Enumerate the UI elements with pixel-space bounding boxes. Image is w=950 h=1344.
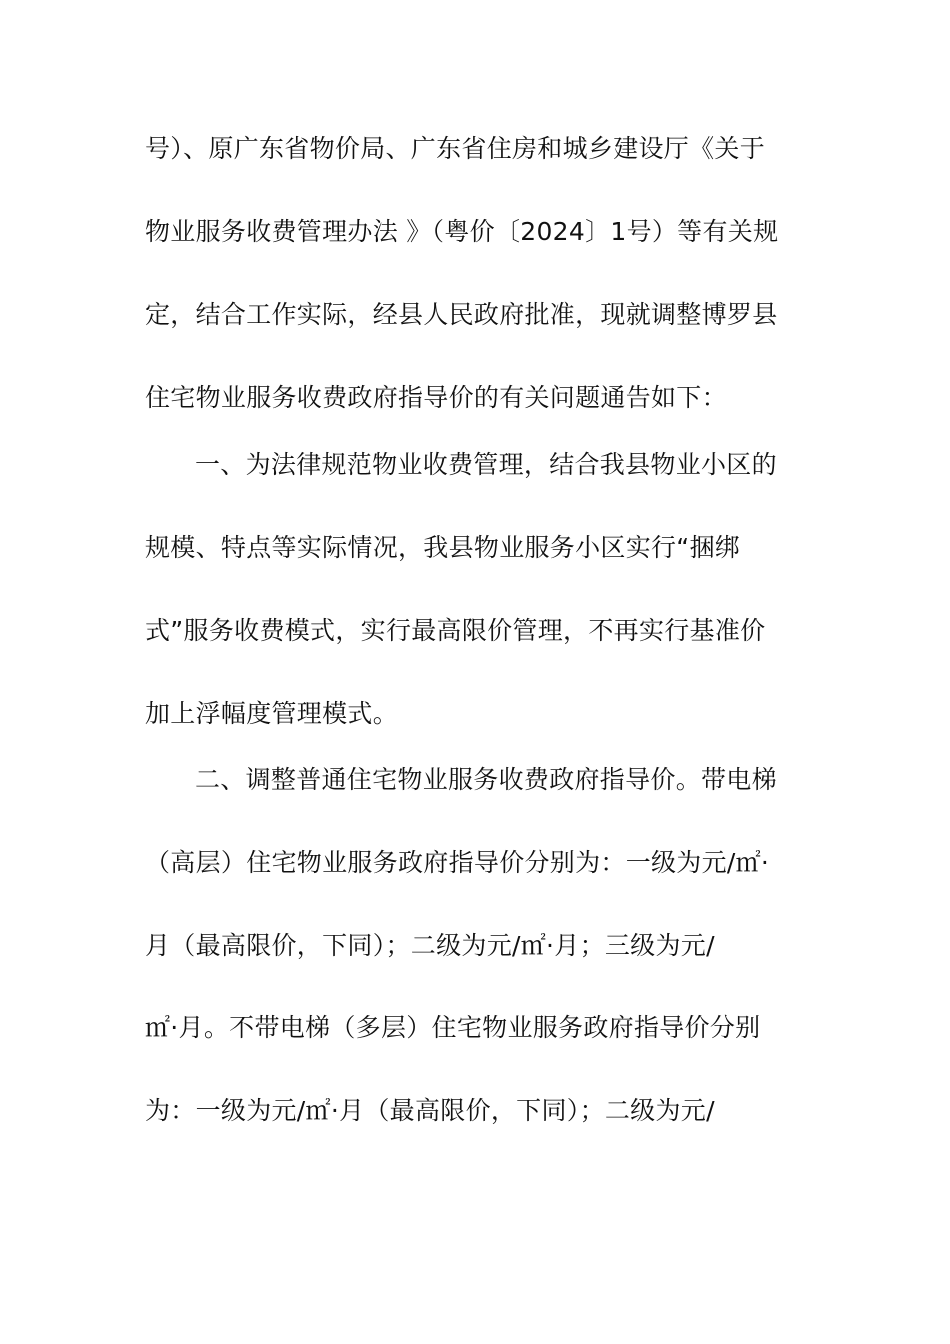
- text-line-1: 号）、原广东省物价局、广东省住房和城乡建设厅《关于: [145, 134, 766, 163]
- text-line-9: 二、调整普通住宅物业服务收费政府指导价。带电梯: [195, 765, 777, 794]
- text-line-10: （高层）住宅物业服务政府指导价分别为：一级为元/㎡·: [145, 848, 770, 877]
- text-line-13: 为：一级为元/㎡·月（最高限价，下同）；二级为元/: [145, 1096, 715, 1125]
- text-line-4: 住宅物业服务收费政府指导价的有关问题通告如下：: [145, 383, 727, 412]
- text-line-3: 定，结合工作实际，经县人民政府批准，现就调整博罗县: [145, 300, 778, 329]
- text-line-8: 加上浮幅度管理模式。: [145, 699, 399, 728]
- text-line-2: 物业服务收费管理办法 》（粤价〔2024〕1号）等有关规: [145, 217, 779, 246]
- text-line-11: 月（最高限价，下同）；二级为元/㎡·月；三级为元/: [145, 931, 715, 960]
- text-line-6: 规模、特点等实际情况，我县物业服务小区实行“捆绑: [145, 533, 741, 562]
- text-line-5: 一、为法律规范物业收费管理，结合我县物业小区的: [195, 450, 777, 479]
- text-line-7: 式”服务收费模式，实行最高限价管理，不再实行基准价: [145, 616, 766, 645]
- text-line-12: ㎡·月。不带电梯（多层）住宅物业服务政府指导价分别: [145, 1013, 761, 1042]
